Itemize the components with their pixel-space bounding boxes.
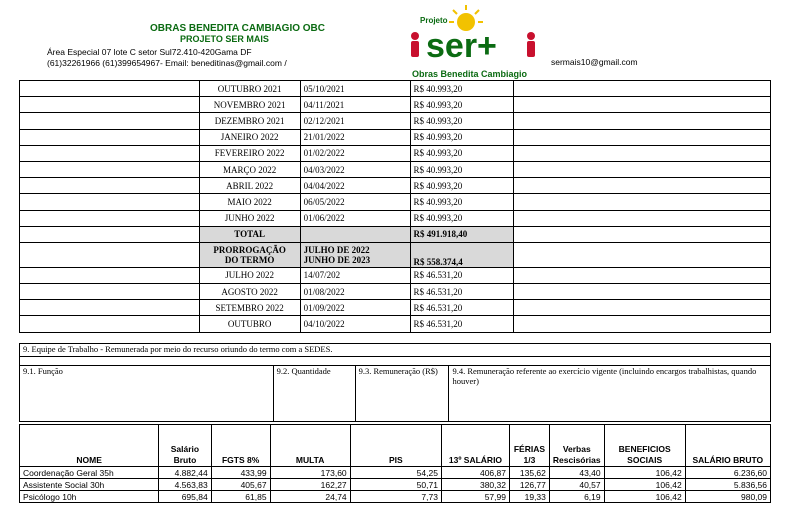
payment-month: MARÇO 2022 (199, 161, 300, 177)
staff-header-cell: FÉRIAS 1/3 (509, 425, 549, 467)
blank-cell (20, 178, 200, 194)
blank-cell (20, 267, 200, 283)
blank-cell (20, 81, 200, 97)
total-value: R$ 491.918,40 (410, 226, 514, 242)
payment-date: 02/12/2021 (300, 113, 410, 129)
prorrogacao-label-line1: PRORROGAÇÃO (213, 244, 286, 255)
blank-cell (20, 242, 200, 267)
person-left-icon (411, 32, 419, 57)
blank-cell (514, 300, 771, 316)
contact-line: (61)32261966 (61)399654967- Email: beneditinas@gmail.com / (47, 58, 287, 68)
payment-row (20, 284, 771, 300)
total-row (20, 226, 771, 242)
staff-value: 433,99 (211, 467, 270, 479)
staff-header-cell: FGTS 8% (211, 425, 270, 467)
blank-cell (20, 145, 200, 161)
staff-header-cell: MULTA (270, 425, 350, 467)
payment-date: 01/09/2022 (300, 300, 410, 316)
payment-date: 21/01/2022 (300, 129, 410, 145)
payment-month: JULHO 2022 (199, 267, 300, 283)
blank-cell (20, 300, 200, 316)
staff-value: 6.236,60 (685, 467, 770, 479)
payment-value: R$ 40.993,20 (410, 113, 514, 129)
payment-value: R$ 46.531,20 (410, 316, 514, 332)
staff-value: 4.882,44 (159, 467, 211, 479)
payment-month: SETEMBRO 2022 (199, 300, 300, 316)
staff-role: Assistente Social 30h (20, 479, 159, 491)
blank-cell (514, 113, 771, 129)
staff-row (20, 479, 771, 491)
payment-month: OUTUBRO (199, 316, 300, 332)
blank-cell (514, 226, 771, 242)
blank-cell (514, 210, 771, 226)
blank-cell (514, 242, 771, 267)
payment-month: DEZEMBRO 2021 (199, 113, 300, 129)
staff-value: 380,32 (441, 479, 509, 491)
payment-date: 05/10/2021 (300, 81, 410, 97)
prorrogacao-period-line1: JULHO DE 2022 (303, 244, 370, 255)
payment-value: R$ 40.993,20 (410, 97, 514, 113)
staff-value: 695,84 (159, 491, 211, 503)
payment-date: 04/11/2021 (300, 97, 410, 113)
prorrogacao-label-line2: DO TERMO (224, 254, 275, 265)
payment-date: 06/05/2022 (300, 194, 410, 210)
staff-row (20, 467, 771, 479)
blank-cell (20, 210, 200, 226)
staff-header-cell: BENEFICIOS SOCIAIS (604, 425, 685, 467)
blank-cell (514, 267, 771, 283)
payment-value: R$ 40.993,20 (410, 145, 514, 161)
prorrogacao-row (20, 242, 771, 267)
staff-value: 61,85 (211, 491, 270, 503)
staff-value: 6,19 (549, 491, 604, 503)
payment-date: 04/10/2022 (300, 316, 410, 332)
staff-header-cell: PIS (350, 425, 441, 467)
blank-cell (514, 97, 771, 113)
staff-value: 24,74 (270, 491, 350, 503)
project-logo (406, 2, 546, 80)
blank-cell (514, 178, 771, 194)
payment-value: R$ 40.993,20 (410, 129, 514, 145)
staff-value: 135,62 (509, 467, 549, 479)
prorrogacao-value: R$ 558.374,4 (410, 242, 514, 267)
prorrogacao-label (199, 242, 300, 267)
blank-cell (300, 226, 410, 242)
payment-row (20, 194, 771, 210)
payment-date: 01/02/2022 (300, 145, 410, 161)
blank-cell (20, 316, 200, 332)
payment-date: 04/03/2022 (300, 161, 410, 177)
payment-value: R$ 40.993,20 (410, 178, 514, 194)
blank-cell (20, 194, 200, 210)
staff-header-cell: SALÁRIO BRUTO (685, 425, 770, 467)
payment-row (20, 113, 771, 129)
payment-date: 01/06/2022 (300, 210, 410, 226)
logo-top-text: Projeto (420, 16, 448, 25)
payment-row (20, 316, 771, 332)
staff-cost-table (19, 424, 771, 503)
payment-month: JANEIRO 2022 (199, 129, 300, 145)
payment-date: 14/07/202 (300, 267, 410, 283)
project-email: sermais10@gmail.com (551, 57, 638, 67)
payment-row (20, 145, 771, 161)
staff-header-cell: Salário Bruto (159, 425, 211, 467)
payment-schedule-table (19, 80, 771, 333)
section-9-title: 9. Equipe de Trabalho - Remunerada por meio do recurso oriundo do termo com a SEDES. (20, 344, 771, 357)
staff-value: 57,99 (441, 491, 509, 503)
spacer-row (20, 357, 771, 366)
person-right-icon (527, 32, 535, 57)
staff-role: Coordenação Geral 35h (20, 467, 159, 479)
col-quantidade: 9.2. Quantidade (273, 366, 355, 422)
staff-value: 980,09 (685, 491, 770, 503)
logo-main-text: ser+ (426, 27, 497, 65)
payment-month: ABRIL 2022 (199, 178, 300, 194)
staff-value: 4.563,83 (159, 479, 211, 491)
payment-value: R$ 46.531,20 (410, 300, 514, 316)
staff-value: 162,27 (270, 479, 350, 491)
payment-month: JUNHO 2022 (199, 210, 300, 226)
staff-value: 7,73 (350, 491, 441, 503)
payment-row (20, 267, 771, 283)
payment-value: R$ 40.993,20 (410, 81, 514, 97)
blank-cell (20, 129, 200, 145)
payment-month: OUTUBRO 2021 (199, 81, 300, 97)
payment-row (20, 178, 771, 194)
payment-date: 01/08/2022 (300, 284, 410, 300)
staff-value: 54,25 (350, 467, 441, 479)
logo-bottom-text: Obras Benedita Cambiagio (412, 69, 528, 79)
payment-month: MAIO 2022 (199, 194, 300, 210)
team-section-table (19, 343, 771, 422)
staff-value: 406,87 (441, 467, 509, 479)
payment-value: R$ 40.993,20 (410, 210, 514, 226)
payment-month: FEVEREIRO 2022 (199, 145, 300, 161)
payment-month: AGOSTO 2022 (199, 284, 300, 300)
org-name: OBRAS BENEDITA CAMBIAGIO OBC (150, 23, 325, 34)
col-remuneracao: 9.3. Remuneração (R$) (355, 366, 449, 422)
payment-row (20, 81, 771, 97)
payment-value: R$ 40.993,20 (410, 161, 514, 177)
col-remuneracao-vigente: 9.4. Remuneração referente ao exercício vigente (incluindo encargos trabalhistas, quando houver) (449, 366, 771, 422)
prorrogacao-period (300, 242, 410, 267)
staff-row (20, 491, 771, 503)
staff-value: 50,71 (350, 479, 441, 491)
staff-value: 106,42 (604, 479, 685, 491)
payment-row (20, 129, 771, 145)
blank-cell (514, 316, 771, 332)
blank-cell (20, 284, 200, 300)
address: Área Especial 07 lote C setor Sul72.410-420Gama DF (47, 47, 252, 57)
staff-value: 43,40 (549, 467, 604, 479)
payment-row (20, 300, 771, 316)
payment-value: R$ 46.531,20 (410, 267, 514, 283)
blank-cell (20, 226, 200, 242)
blank-cell (514, 81, 771, 97)
blank-cell (514, 284, 771, 300)
staff-value: 126,77 (509, 479, 549, 491)
blank-cell (20, 161, 200, 177)
blank-cell (514, 145, 771, 161)
blank-cell (514, 129, 771, 145)
staff-value: 19,33 (509, 491, 549, 503)
payment-row (20, 161, 771, 177)
blank-cell (20, 113, 200, 129)
payment-month: NOVEMBRO 2021 (199, 97, 300, 113)
col-funcao: 9.1. Função (20, 366, 274, 422)
payment-row (20, 97, 771, 113)
payment-row (20, 210, 771, 226)
blank-cell (514, 161, 771, 177)
blank-cell (514, 194, 771, 210)
staff-value: 173,60 (270, 467, 350, 479)
payment-value: R$ 40.993,20 (410, 194, 514, 210)
staff-value: 106,42 (604, 467, 685, 479)
staff-role: Psicólogo 10h (20, 491, 159, 503)
payment-value: R$ 46.531,20 (410, 284, 514, 300)
staff-value: 5.836,56 (685, 479, 770, 491)
blank-cell (20, 97, 200, 113)
project-name: PROJETO SER MAIS (180, 34, 269, 44)
staff-header-cell: Verbas Rescisórias (549, 425, 604, 467)
staff-value: 405,67 (211, 479, 270, 491)
staff-value: 106,42 (604, 491, 685, 503)
staff-header-row (20, 425, 771, 467)
prorrogacao-period-line2: JUNHO DE 2023 (303, 254, 371, 265)
total-label: TOTAL (199, 226, 300, 242)
staff-header-cell: 13º SALÁRIO (441, 425, 509, 467)
staff-value: 40,57 (549, 479, 604, 491)
payment-date: 04/04/2022 (300, 178, 410, 194)
staff-header-cell: NOME (20, 425, 159, 467)
